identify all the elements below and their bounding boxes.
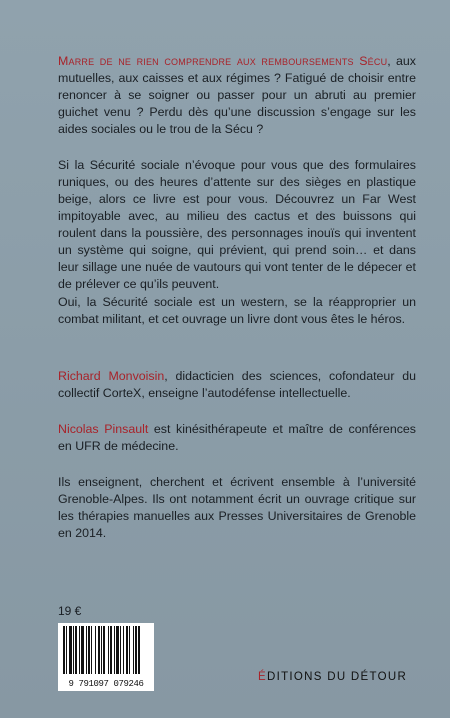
barcode-bar [126, 626, 128, 674]
author-name-monvoisin: Richard Monvoisin [58, 369, 165, 383]
barcode-bar [103, 626, 105, 674]
barcode-bar [69, 626, 72, 674]
intro-paragraph [58, 53, 416, 138]
barcode-bar [123, 626, 124, 674]
description-paragraph [58, 157, 416, 293]
barcode-bar [86, 626, 87, 674]
barcode-bar [108, 626, 109, 674]
barcode-bar [81, 626, 84, 674]
author-bio-text: , didacticien des sciences, cofondateur du collectif CorteX, enseigne l’autodéfense intellectuelle. [58, 369, 417, 400]
barcode-bar [129, 626, 130, 674]
authors-joint-paragraph [58, 474, 416, 542]
description-text: Si la Sécurité sociale n’évoque pour vous que des formulaires runiques, ou des heures d’attente sur des sièges en plastique beige, alors ce livre est pour vous. Découvrez un Far West impitoyable avec, au milieu des cactus et des buissons qui roulent dans la poussière, des personnages inouïs qui inventent un système qui soigne, qui prévient, qui prend soin… et dans leur sillage une nuée de vautours qui vont tenter de le dépecer et de prélever ce qu’ils peuvent. [58, 158, 416, 291]
author-name-pinsault: Nicolas Pinsault [58, 422, 149, 436]
barcode-bar [133, 626, 134, 674]
barcode-bar [95, 626, 96, 674]
price-label: 19 € [58, 604, 82, 618]
author-bio-text: est kinésithérapeute et maître de conférences en UFR de médecine. [58, 422, 416, 453]
intro-rest: , aux mutuelles, aux caisses et aux régimes ? Fatigué de choisir entre renoncer à se soigner ou passer pour un abruti au premier guichet venu ? Perdu dès qu’une discussion s’engage sur les aides sociales ou le trou de la Sécu ? [58, 54, 416, 136]
author-bio-monvoisin [58, 368, 416, 402]
barcode-bar [79, 626, 80, 674]
authors-joint-text: Ils enseignent, cherchent et écrivent ensemble à l’université Grenoble-Alpes. Ils ont notamment écrit un ouvrage critique sur les thérapies manuelles aux Presses Universitaires de Grenoble en 2014. [58, 475, 416, 540]
barcode-bar [135, 626, 137, 674]
barcode-bar [101, 626, 102, 674]
barcode-bar [138, 626, 140, 674]
barcode-bar [75, 626, 77, 674]
barcode-bar [98, 626, 100, 674]
author-bio-pinsault [58, 421, 416, 455]
isbn-digits: 9 791097 079246 [68, 679, 144, 689]
publisher-name: DITIONS DU DÉTOUR [266, 671, 408, 683]
publisher-logo [258, 671, 418, 683]
barcode-bar [88, 626, 90, 674]
barcode-bars [61, 626, 151, 676]
barcode-bar [114, 626, 115, 674]
conclusion-text: Oui, la Sécurité sociale est un western, se la réapproprier un combat militant, et cet ouvrage un livre dont vous êtes le héros. [58, 295, 416, 326]
barcode-bar [116, 626, 119, 674]
conclusion-paragraph [58, 294, 416, 328]
barcode-bar [63, 626, 65, 674]
publisher-mark: É [258, 671, 267, 683]
barcode-bar [73, 626, 74, 674]
barcode-bar [66, 626, 67, 674]
isbn-barcode [58, 623, 154, 691]
barcode-bar [120, 626, 121, 674]
barcode-bar [110, 626, 112, 674]
barcode-bar [91, 626, 92, 674]
intro-lead: Marre de ne rien comprendre aux remboursements Sécu [58, 54, 388, 68]
